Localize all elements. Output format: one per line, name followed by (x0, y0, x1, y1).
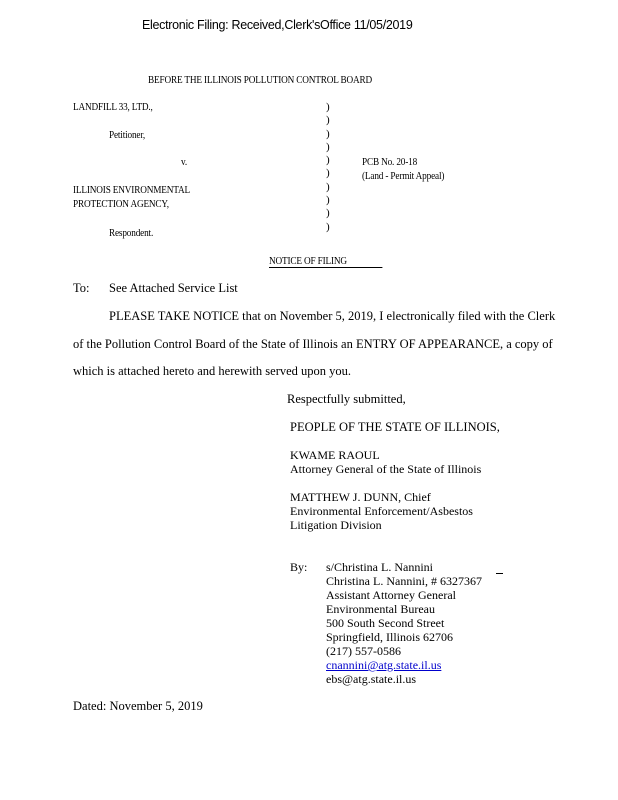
respondent-role: Respondent. (109, 227, 154, 239)
caption-paren: ) (326, 167, 330, 180)
caption-divider (326, 101, 330, 234)
by-label: By: (290, 560, 308, 574)
chief-name: MATTHEW J. DUNN, Chief (290, 490, 431, 504)
notice-title (269, 255, 382, 268)
party-name: PEOPLE OF THE STATE OF ILLINOIS, (290, 420, 500, 434)
caption-paren: ) (326, 140, 330, 153)
signer-email-secondary: ebs@atg.state.il.us (326, 672, 417, 686)
signature-line (496, 573, 503, 574)
signer-phone: (217) 557-0586 (326, 644, 401, 658)
ag-title: Attorney General of the State of Illinois (290, 462, 482, 476)
signature-block (326, 560, 482, 686)
caption-paren: ) (326, 127, 330, 140)
signer-name: Christina L. Nannini, # 6327367 (326, 574, 482, 588)
to-value: See Attached Service List (109, 281, 238, 295)
body-line-1: PLEASE TAKE NOTICE that on November 5, 2019, I electronically filed with the Clerk (109, 309, 556, 323)
signer-city: Springfield, Illinois 62706 (326, 630, 453, 644)
petitioner-name: LANDFILL 33, LTD., (73, 101, 153, 113)
body-line-2: of the Pollution Control Board of the State of Illinois an ENTRY OF APPEARANCE, a copy of (73, 337, 553, 351)
signer-title: Assistant Attorney General (326, 588, 456, 602)
caption-paren: ) (326, 180, 330, 193)
versus: v. (181, 156, 187, 168)
signer-email-link[interactable]: cnannini@atg.state.il.us (326, 658, 442, 672)
board-header: BEFORE THE ILLINOIS POLLUTION CONTROL BOARD (148, 74, 373, 86)
notice-title-text: NOTICE OF FILING (269, 255, 347, 267)
caption-paren: ) (326, 220, 330, 233)
caption-paren: ) (326, 207, 330, 220)
signer-bureau: Environmental Bureau (326, 602, 435, 616)
caption-paren: ) (326, 194, 330, 207)
signer-street: 500 South Second Street (326, 616, 445, 630)
signer-esignature: s/Christina L. Nannini (326, 560, 433, 574)
chief-division-1: Environmental Enforcement/Asbestos (290, 504, 473, 518)
attorney-general-block (290, 448, 481, 476)
caption-paren: ) (326, 154, 330, 167)
case-type: (Land - Permit Appeal) (362, 170, 445, 182)
ag-name: KWAME RAOUL (290, 448, 380, 462)
chief-division-2: Litigation Division (290, 518, 382, 532)
to-label: To: (73, 281, 90, 295)
respondent-name-line2: PROTECTION AGENCY, (73, 198, 169, 210)
body-line-3: which is attached hereto and herewith served upon you. (73, 364, 352, 378)
petitioner-role: Petitioner, (109, 129, 146, 141)
case-number: PCB No. 20-18 (362, 156, 418, 168)
caption-paren: ) (326, 101, 330, 113)
caption-paren: ) (326, 114, 330, 127)
respectfully-submitted: Respectfully submitted, (287, 392, 406, 406)
chief-block (290, 490, 473, 532)
filing-stamp: Electronic Filing: Received,Clerk'sOffice 11/05/2019 (142, 18, 413, 32)
dated-line: Dated: November 5, 2019 (73, 699, 203, 713)
respondent-name-line1: ILLINOIS ENVIRONMENTAL (73, 184, 190, 196)
